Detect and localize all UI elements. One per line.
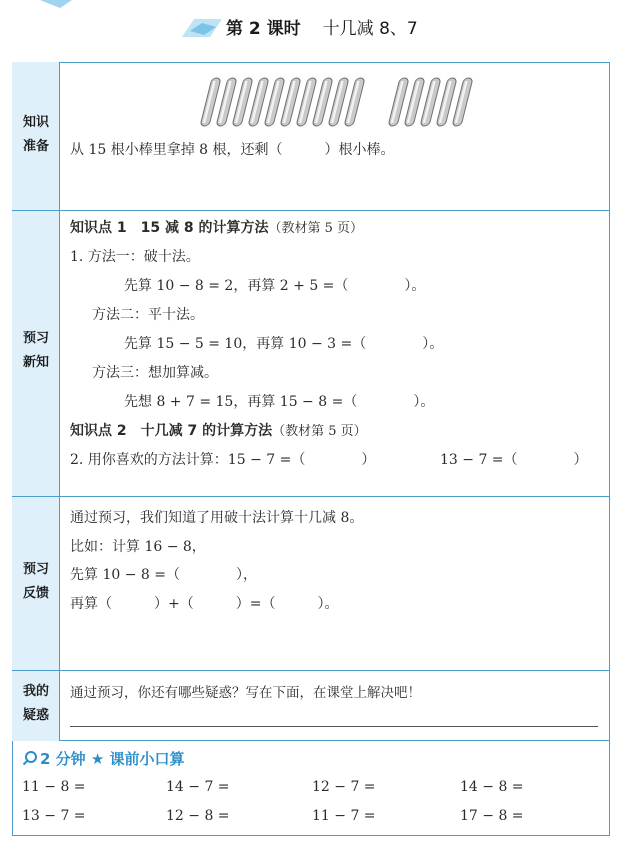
kp2-title: 知识点 2 十几减 7 的计算方法 bbox=[70, 423, 273, 439]
prep-question: 从 15 根小棒里拿掉 8 根，还剩（ ）根小棒。 bbox=[70, 142, 395, 158]
lesson-number: 第 2 课时 bbox=[226, 19, 301, 39]
feedback-line-3: 先算 10 − 8 =（ ）， bbox=[70, 567, 257, 583]
mental-calc-title: 2 分钟 ★ 课前小口算 bbox=[22, 748, 185, 770]
section-label-feedback: 预习 反馈 bbox=[22, 562, 49, 601]
kp1-reference: （教材第 5 页） bbox=[268, 221, 364, 236]
exercise-item-2a: 2. 用你喜欢的方法计算：15 − 7 =（ ） bbox=[70, 452, 376, 468]
calc-item: 11 − 7 = bbox=[312, 808, 376, 824]
page-title bbox=[226, 14, 418, 39]
feedback-line-2: 比如：计算 16 − 8， bbox=[70, 539, 206, 555]
section-divider bbox=[12, 210, 610, 211]
kp2-reference: （教材第 5 页） bbox=[272, 424, 367, 439]
method-2-title: 方法二：平十法。 bbox=[92, 307, 204, 323]
feedback-line-1: 通过预习，我们知道了用破十法计算十几减 8。 bbox=[70, 510, 364, 526]
calc-item: 14 − 7 = bbox=[166, 779, 230, 795]
label-column bbox=[12, 62, 60, 741]
feedback-line-4: 再算（ ）+（ ）=（ ）。 bbox=[70, 596, 339, 612]
exercise-item-2b: 13 − 7 =（ ） bbox=[440, 452, 588, 468]
answer-line[interactable] bbox=[70, 726, 598, 727]
method-3-steps: 先想 8 + 7 = 15，再算 15 − 8 =（ ）。 bbox=[124, 394, 435, 410]
calc-item: 11 − 8 = bbox=[22, 779, 86, 795]
sticks-illustration bbox=[200, 74, 480, 132]
question-prompt: 通过预习，你还有哪些疑惑？写在下面，在课堂上解决吧！ bbox=[70, 685, 421, 701]
corner-decoration bbox=[0, 0, 80, 10]
calc-item: 12 − 7 = bbox=[312, 779, 376, 795]
section-label-preview: 预习 新知 bbox=[22, 331, 49, 370]
knowledge-point-2 bbox=[70, 420, 367, 440]
lesson-topic: 十几减 8、7 bbox=[322, 19, 418, 39]
method-3-title: 方法三：想加算减。 bbox=[92, 365, 218, 381]
calc-item: 17 − 8 = bbox=[460, 808, 524, 824]
section-divider bbox=[12, 496, 610, 497]
section-divider bbox=[12, 670, 610, 671]
magnifier-icon bbox=[22, 750, 38, 770]
section-label-prep: 知识 准备 bbox=[22, 115, 49, 154]
calc-item: 12 − 8 = bbox=[166, 808, 230, 824]
calc-item: 13 − 7 = bbox=[22, 808, 86, 824]
knowledge-point-1 bbox=[70, 217, 363, 237]
method-1-steps: 先算 10 − 8 = 2，再算 2 + 5 =（ ）。 bbox=[124, 278, 426, 294]
method-item-1: 1. 方法一：破十法。 bbox=[70, 249, 200, 265]
method-2-steps: 先算 15 − 5 = 10，再算 10 − 3 =（ ）。 bbox=[124, 336, 444, 352]
kp1-title: 知识点 1 15 减 8 的计算方法 bbox=[70, 220, 269, 236]
section-label-question: 我的 疑惑 bbox=[22, 684, 49, 723]
graduation-cap-icon bbox=[180, 13, 224, 43]
calc-item: 14 − 8 = bbox=[460, 779, 524, 795]
